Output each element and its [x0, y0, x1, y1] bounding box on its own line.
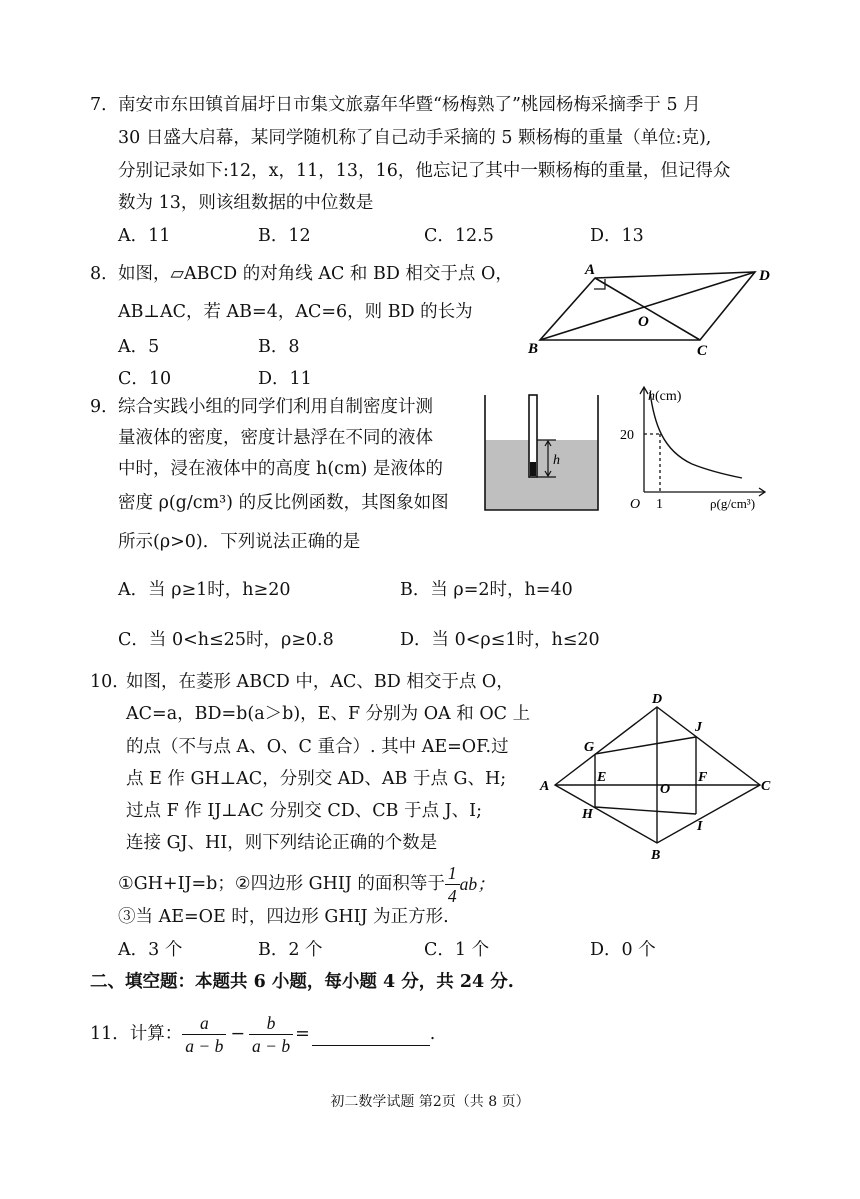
label-c: C: [761, 779, 771, 794]
fraction-numerator: 1: [445, 862, 460, 885]
q8-option-b: B．8: [258, 337, 300, 357]
q10-option-d: D．0 个: [590, 940, 656, 960]
q10-line8: ③当 AE=OE 时，四边形 GHIJ 为正方形.: [118, 907, 449, 927]
label-h: h: [553, 453, 560, 468]
q7-number: 7．: [90, 95, 119, 115]
y-axis-label: h(cm): [648, 389, 682, 404]
label-i: I: [697, 819, 703, 834]
densimeter-weight: [530, 462, 536, 476]
q11-fraction-2: [249, 1012, 293, 1057]
q10-option-a: A．3 个: [118, 940, 183, 960]
q10-line5: 过点 F 作 IJ⊥AC 分别交 CD、CB 于点 J、I;: [126, 801, 482, 821]
label-o: O: [638, 314, 649, 330]
q7-option-c: C．12.5: [424, 226, 494, 246]
page-footer: 初二数学试题 第2页（共 8 页）: [330, 1094, 530, 1110]
q9-line5: 所示(ρ>0)．下列说法正确的是: [118, 532, 361, 552]
fraction-1-numerator: a: [182, 1012, 226, 1035]
q8-option-d: D．11: [258, 369, 312, 389]
label-b: B: [528, 341, 539, 357]
x-axis-label: ρ(g/cm³): [710, 496, 756, 511]
q11-end: .: [429, 1024, 436, 1044]
q7-option-b: B．12: [258, 226, 311, 246]
q11: [90, 1007, 435, 1061]
q7-line1: 南安市东田镇首届圩日市集文旅嘉年华暨“杨梅熟了”桃园杨梅采摘季于 5 月: [118, 95, 701, 115]
q9-number: 9．: [90, 397, 119, 417]
q7-line2: 30 日盛大启幕，某同学随机称了自己动手采摘的 5 颗杨梅的重量（单位:克),: [118, 128, 712, 148]
q7-line4: 数为 13，则该组数据的中位数是: [118, 193, 374, 213]
q11-answer-blank[interactable]: [312, 1023, 430, 1046]
rhombus-figure: [530, 690, 780, 865]
q7-option-d: D．13: [590, 226, 644, 246]
label-o: O: [660, 782, 671, 797]
q7-option-a: A．11: [118, 226, 171, 246]
curve: [650, 392, 742, 478]
q9-line2: 量液体的密度，密度计悬浮在不同的液体: [118, 428, 433, 448]
q11-equals: =: [295, 1024, 310, 1044]
label-e: E: [597, 770, 607, 785]
q7-line3: 分别记录如下:12，x，11，13，16，他忘记了其中一颗杨梅的重量，但记得众: [118, 161, 731, 181]
liquid: [485, 440, 598, 510]
segment-gj: [595, 737, 696, 754]
x-tick-1: 1: [656, 497, 663, 512]
label-b: B: [651, 848, 661, 863]
q11-prefix: 计算：: [129, 1024, 183, 1044]
q10-number: 10．: [90, 672, 130, 692]
label-h: H: [582, 807, 593, 822]
label-g: G: [584, 740, 595, 755]
label-d: D: [652, 692, 663, 707]
fraction-2-denominator: a − b: [252, 1035, 291, 1056]
section2-title: 二、填空题：本题共 6 小题，每小题 4 分，共 24 分.: [90, 972, 514, 992]
label-j: J: [695, 720, 702, 735]
q9-line3: 中时，浸在液体中的高度 h(cm) 是液体的: [118, 459, 443, 479]
diagonal-ac: [595, 278, 700, 340]
q8-line2: AB⊥AC，若 AB=4，AC=6，则 BD 的长为: [118, 302, 473, 322]
densimeter-figure: [480, 392, 605, 517]
q9-option-d: D．当 0<ρ≤1时，h≤20: [400, 630, 600, 650]
q8-option-c: C．10: [118, 369, 172, 389]
q10-line6: 连接 GJ、HI，则下列结论正确的个数是: [126, 833, 438, 853]
fraction-1-denominator: a − b: [185, 1035, 224, 1056]
label-d: D: [759, 268, 770, 284]
q10-line4: 点 E 作 GH⊥AC，分别交 AD、AB 于点 G、H;: [126, 769, 507, 789]
q9-option-b: B．当 ρ=2时，h=40: [400, 580, 573, 600]
q10-option-c: C．1 个: [424, 940, 490, 960]
q10-line7: [118, 860, 495, 908]
q10-line7-text: ①GH+IJ=b；②四边形 GHIJ 的面积等于: [118, 874, 445, 894]
fraction-denominator: 4: [447, 885, 457, 906]
q8-number: 8．: [90, 264, 119, 284]
q9-option-c: C．当 0<h≤25时，ρ≥0.8: [118, 630, 334, 650]
q10-fraction: [445, 862, 460, 907]
q11-number: 11．: [90, 1024, 130, 1044]
q10-line1: 如图，在菱形 ABCD 中，AC、BD 相交于点 O，: [126, 672, 514, 692]
label-a: A: [540, 779, 550, 794]
label-a: A: [585, 262, 596, 278]
y-tick-20: 20: [620, 428, 634, 443]
q10-line7-tail: ab；: [459, 874, 495, 894]
label-f: F: [698, 770, 708, 785]
q9-option-a: A．当 ρ≥1时，h≥20: [118, 580, 291, 600]
q8-option-a: A．5: [118, 337, 160, 357]
label-c: C: [697, 343, 708, 358]
q10-line3: 的点（不与点 A、O、C 重合）. 其中 AE=OF.过: [126, 737, 509, 757]
segment-hi: [595, 807, 696, 814]
q11-fraction-1: [182, 1012, 226, 1057]
inverse-graph: [612, 382, 772, 522]
parallelogram-figure: [525, 258, 775, 358]
origin-label: O: [630, 497, 641, 512]
q8-line1: 如图，▱ABCD 的对角线 AC 和 BD 相交于点 O，: [118, 264, 513, 284]
q10-line2: AC=a，BD=b(a＞b)，E、F 分别为 OA 和 OC 上: [126, 704, 531, 724]
fraction-2-numerator: b: [249, 1012, 293, 1035]
q11-minus: −: [230, 1024, 246, 1044]
q10-option-b: B．2 个: [258, 940, 323, 960]
q9-line1: 综合实践小组的同学们利用自制密度计测: [118, 397, 433, 417]
q9-line4: 密度 ρ(g/cm³) 的反比例函数，其图象如图: [118, 493, 449, 513]
